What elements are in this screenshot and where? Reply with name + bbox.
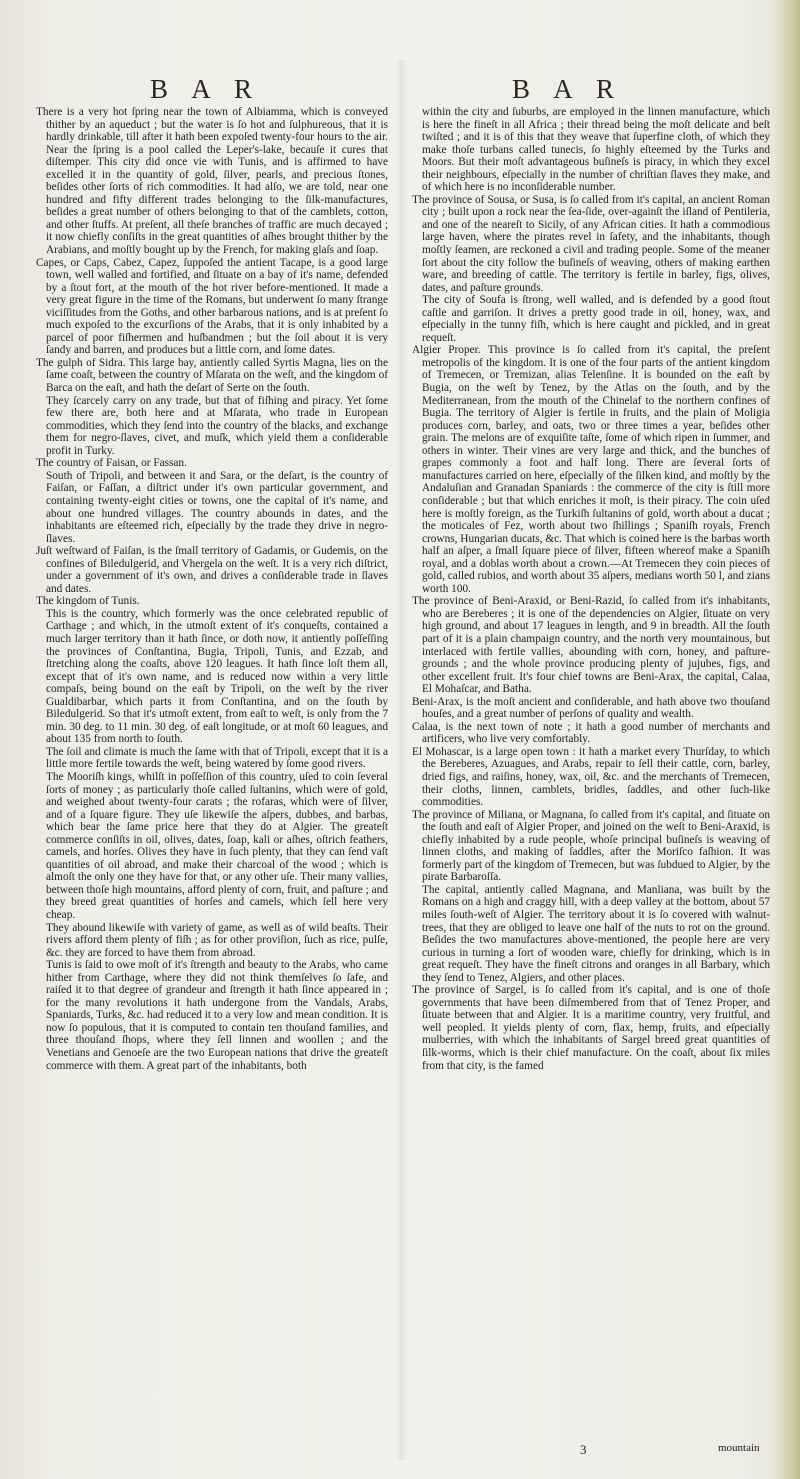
- entry-calaa: Calaa, is the next town of note ; it hath a good number of merchants and artificers, who live very comfortably.: [412, 720, 770, 746]
- entry-el-mohascar: El Mohascar, is a large open town : it hath a market every Thurſday, to which the Bereberes, Azuagues, and Arabs, repair to ſell their cattle, corn, barley, dried figs, and raiſins, honey, wax, oil, &c. and the merchants of Tremecen, their cloths, linnen, camblets, bridles, ſaddles, and other ſuch-like commodities.: [412, 745, 770, 809]
- paragraph: within the city and ſuburbs, are employed in the linnen manufacture, which is here the fineſt in all Africa ; their thread being the moſt delicate and beſt twiſted ; and it is of this that they weave that ſuperfine cloth, of which they make thoſe turbans called tunecis, ſo highly eſteemed by the Turks and Moors. But their moſt advantageous buſineſs is piracy, in which they excel their neighbours, eſpecially in the number of chriſtian ſlaves they make, and of which here is no inconſiderable number.: [422, 106, 770, 194]
- entry-capes: Capes, or Caps, Cabez, Capez, ſuppoſed the antient Tacape, is a good large town, well walled and fortified, and ſituate on a bay of it's name, defended by a ſtout fort, at the mouth of the hot river before-mentioned. It made a very great figure in the time of the Romans, but underwent ſo many ſtrange viciſſitudes from the Goths, and other barbarous nations, and is at preſent ſo much expoſed to the excurſions of the Arabs, that it is only inhabited by a parcel of poor fiſhermen and huſbandmen ; but the ſoil about it is very ſandy and barren, and produces but a little corn, and ſome dates.: [36, 256, 388, 357]
- entry-tunis-heading: The kingdom of Tunis.: [36, 595, 140, 608]
- entry-sargel: The province of Sargel, is ſo called from it's capital, and is one of thoſe governments that have been diſmembered from that of Tenez Proper, and ſituate between that and Algier. It is a maritime country, very fruitful, and well peopled. It yields plenty of corn, flax, hemp, fruits, and eſpecially mulberries, with which the inhabitants of Sargel breed great quantities of ſilk-worms, which is their chief manufacture. On the coaſt, about ſix miles from that city, is the famed: [412, 984, 770, 1072]
- paragraph: South of Tripoli, and between it and Sara, or the deſart, is the country of Faiſan, or Faſſan, a diſtrict under it's own particular government, and containing twenty-eight cities or towns, one the capital of it's name, and about one hundred villages. The country abounds in dates, and the inhabitants are eſteemed rich, eſpecially by the trade they drive in negro-ſlaves.: [46, 469, 388, 545]
- running-header-left: B A R: [150, 74, 262, 104]
- paragraph: The Mooriſh kings, whilſt in poſſeſſion of this country, uſed to coin ſeveral ſorts of money ; as particularly thoſe called ſultanins, which were of gold, and weighed about twenty-four carats ; the rofaras, which were of ſilver, and of a ſquare figure. They uſe likewiſe the aſpers, dubbes, and barbas, which bear the ſame price here that they do at Algier. The greateſt commerce conſiſts in oil, olives, dates, ſoap, kali or aſhes, oſtrich feathers, camels, and horſes. Olives they have in ſuch plenty, that they can ſend vaſt quantities of oil abroad, and make their charcoal of the wood ; which is almoſt the only one they have for that, or any other uſe. Their many vallies, between thoſe high mountains, afford plenty of corn, fruit, and paſture ; and they breed great quantities of horſes and camels, which ſell here very cheap.: [46, 770, 388, 921]
- paragraph: They abound likewiſe with variety of game, as well as of wild beaſts. Their rivers afford them plenty of fiſh ; as for other proviſion, ſuch as rice, pulſe, &c. they are forced to have them from abroad.: [46, 921, 388, 959]
- paragraph: There is a very hot ſpring near the town of Albiamma, which is conveyed thither by an aqueduct ; but the water is ſo hot and ſulphureous, that it is hardly drinkable, till after it hath been expoſed twenty-four hours to the air. Near the ſpring is a pool called the Leper's-lake, becauſe it cures that diſtemper. This city did once vie with Tunis, and is affirmed to have excelled it in the quantity of gold, ſilver, pearls, and precious ſtones, beſides other ſorts of rich commodities. It had alſo, we are told, near one hundred and fifty different trades belonging to the ſilk-manufactures, beſides a great number of others belonging to that of the camblets, cotton, and other ſtuffs. At preſent, all theſe branches of traffic are much decayed ; it now chiefly conſiſts in the great quantities of aſhes brought thither by the Arabians, and moſtly bought up by the French, for making glaſs and ſoap.: [36, 106, 388, 257]
- right-column: [412, 106, 770, 1072]
- entry-miliana: The province of Miliana, or Magnana, ſo called from it's capital, and ſituate on the ſouth and eaſt of Algier Proper, and joined on the weſt to Beni-Araxid, is chiefly inhabited by a rude people, whoſe principal buſineſs is weaving of linnen cloths, and making of ſaddles, after the Moriſco faſhion. It was formerly part of the kingdom of Tremecen, but was ſubdued to Algier, by the pirate Barbaroſſa.: [412, 808, 770, 884]
- paragraph: Tunis is ſaid to owe moſt of it's ſtrength and beauty to the Arabs, who came hither from Carthage, where they did not think themſelves ſo ſafe, and raiſed it to that degree of grandeur and ſtrength it hath ſince appeared in ; for the many revolutions it hath undergone from the Vandals, Arabs, Spaniards, Turks, &c. had reduced it to a very low and mean condition. It is now ſo populous, that it is computed to contain ten thouſand families, and three thouſand ſhops, where they ſell linnen and woollen ; and the Venetians and Genoeſe are the two European nations that drive the greateſt commerce with them. A great part of the inhabitants, both: [46, 959, 388, 1072]
- paragraph: They ſcarcely carry on any trade, but that of fiſhing and piracy. Yet ſome few there are, both here and at Mſarata, who trade in European commodities, which they ſend into the country of the blacks, and exchange them for negro-ſlaves, civet, and muſk, which yield them a conſiderable profit in Turky.: [46, 394, 388, 457]
- entry-gulph-of-sidra: The gulph of Sidra. This large bay, antiently called Syrtis Magna, lies on the ſame coaſt, between the country of Mſarata on the weſt, and the kingdom of Barca on the eaſt, and hath the deſart of Serte on the ſouth.: [36, 356, 388, 395]
- page-edge-shading: [774, 0, 800, 1479]
- paragraph: The city of Soufa is ſtrong, well walled, and is defended by a good ſtout caſtle and garriſon. It drives a pretty good trade in oil, honey, wax, and eſpecially in the tunny fiſh, which is here caught and pickled, and in great requeſt.: [422, 294, 770, 344]
- paragraph: The ſoil and climate is much the ſame with that of Tripoli, except that it is a little more fertile towards the weſt, being watered by ſome good rivers.: [46, 745, 388, 771]
- page-number: 3: [580, 1442, 587, 1457]
- entry-sousa: The province of Sousa, or Susa, is ſo called from it's capital, an ancient Roman city ; built upon a rock near the ſea-ſide, over-againſt the iſland of Pentileria, and one of the neareſt to Sicily, of any African cities. It hath a commodious large haven, where the pirates revel in ſafety, and the inhabitants, though moſtly ſeamen, are reckoned a civil and trading people. Some of the meaner ſort about the city follow the buſineſs of weaving, others of making earthen ware, and breeding of cattle. The territory is fertile in barley, figs, olives, dates, and paſture grounds.: [412, 193, 770, 294]
- running-header-right: B A R: [512, 74, 624, 104]
- entry-beni-arax: Beni-Arax, is the moſt ancient and conſiderable, and hath above two thouſand houſes, and a great number of perſons of quality and wealth.: [412, 695, 770, 721]
- entry-faisan-heading: The country of Faisan, or Fassan.: [36, 457, 187, 470]
- entry-gadamis: Juſt weſtward of Faiſan, is the ſmall territory of Gadamis, or Gudemis, on the confines of Biledulgerid, and Vhergela on the weſt. It is a very rich diſtrict, under a government of it's own, and drives a conſiderable trade in ſlaves and dates.: [36, 545, 388, 595]
- entry-beni-araxid: The province of Beni-Araxid, or Beni-Razid, ſo called from it's inhabitants, who are Bereberes ; it is one of the dependencies on Algier, ſituate on very high ground, and about 17 leagues in length, and 9 in breadth. All the ſouth part of it is a plain champaign country, and the north very mountainous, but interlaced with fertile vallies, abounding with corn, honey, and paſture-grounds ; and the whole province producing plenty of jujubes, figs, and other excellent fruit. It's four chief towns are Beni-Arax, the capital, Calaa, El Mohaſcar, and Batha.: [412, 595, 770, 696]
- left-column: [36, 106, 388, 1072]
- entry-algier-proper: Algier Proper. This province is ſo called from it's capital, the preſent metropolis of the kingdom. It is one of the four parts of the antient kingdom of Tremecen, or Tremizan, alias Telenſine. It is bounded on the eaſt by Bugia, on the weſt by Tenez, by the Atlas on the ſouth, and by the Mediterranean, from the mouth of the Chinelaf to the northern confines of Bugia. The territory of Algier is fertile in fruits, and the plain of Moligia produces corn, barley, and oats, two or three times a year, beſides other grain. The melons are of exquiſite taſte, ſome of which ripen in ſummer, and others in winter. Their vines are very large and thick, and the bunches of grapes commonly a foot and half long. There are ſeveral ſorts of manufactures carried on here, eſpecially of the ſilken kind, and moſtly by the Andaluſian and Granadan Spaniards : the commerce of the city is ſtill more conſiderable ; but that which enriches it moſt, is their piracy. The coin uſed here is moſtly foreign, as the Turkiſh ſultanins of gold, worth about a ducat ; the moticales of Fez, worth about two ſhillings ; Spaniſh royals, French crowns, Hungarian ducats, &c. That which is coined here is the barbas worth half an aſper, a ſmall ſquare piece of ſilver, fifteen whereof make a Spaniſh royal, and a doblas worth about a crown.—At Tremecen they coin pieces of gold, called rubios, and worth about 35 aſpers, medians worth 50 l, and zians worth 100.: [412, 344, 770, 595]
- page-gutter: [396, 60, 406, 1460]
- paragraph: This is the country, which formerly was the once celebrated republic of Carthage ; and which, in the utmoſt extent of it's conqueſts, contained a much larger territory than it hath ſince, or doth now, it antiently poſſeſſing the provinces of Conſtantina, Bugia, Tripoli, Tunis, and Ezzab, and ſtretching along the coaſts, above 120 leagues. It hath ſince loſt them all, except that of it's own name, and is reduced now within a very little compaſs, being bound on the eaſt by Tripoli, on the weſt by the river Gualdibarbar, which parts it from Conſtantina, and on the ſouth by Biledulgerid. So that it's utmoſt extent, from eaſt to weſt, is only from the 7 min. 30 deg. to 11 min. 30 deg. of eaſt longitude, or at moſt 60 leagues, and about 135 from north to ſouth.: [46, 607, 388, 746]
- paragraph: The capital, antiently called Magnana, and Manliana, was built by the Romans on a high and craggy hill, with a deep valley at the bottom, about 57 miles ſouth-weſt of Algier. The territory about it is ſo covered with walnut-trees, that they are obliged to leave one half of the nuts to rot on the ground. Beſides the two manufactures above-mentioned, the people here are very curious in turning a ſort of wooden ware, chiefly for drinking, which is in great requeſt. They have the fineſt citrons and oranges in all Barbary, which they ſend to Tenez, Algiers, and other places.: [422, 883, 770, 984]
- catchword: mountain: [718, 1442, 760, 1454]
